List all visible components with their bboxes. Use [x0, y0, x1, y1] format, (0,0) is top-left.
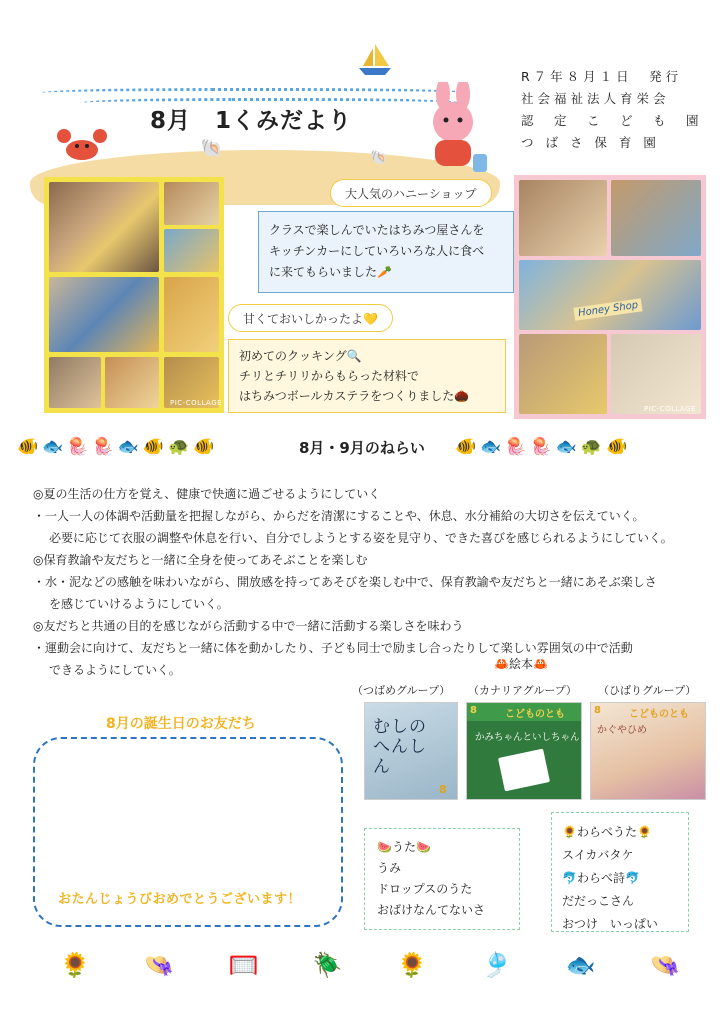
- bug-net-icon: 🥅: [228, 951, 259, 979]
- shell-icon: 🐚: [200, 138, 223, 159]
- summer-decoration-border: [60, 945, 680, 985]
- goals-heading: 8月・9月のねらい: [299, 439, 425, 457]
- sea-creature-border-left: [17, 432, 214, 462]
- paper-illustration: [498, 749, 550, 792]
- honey-shop-bubble: 大人気のハニーショップ: [330, 179, 492, 207]
- birthday-title: 8月の誕生日のお友だち: [106, 716, 256, 732]
- collage-watermark: PIC-COLLAGE: [170, 399, 223, 407]
- group-label-kanaria: （カナリアグループ）: [468, 684, 577, 697]
- book-series: こどものとも: [505, 709, 565, 720]
- fish-icon: 🐟: [117, 437, 139, 457]
- book-cover-kamichan: [466, 702, 582, 800]
- warabe-item: おつけ いっぱい: [562, 917, 658, 931]
- jellyfish-icon: 🪼: [67, 437, 89, 457]
- newsletter-title: 8月 1くみだより: [150, 108, 353, 134]
- school-type: 認 定 こ ど も 園: [521, 113, 703, 128]
- photo: [519, 334, 607, 414]
- organization-name: 社会福祉法人育栄会: [521, 91, 670, 106]
- turtle-icon: 🐢: [580, 437, 603, 457]
- book-number: 8: [439, 783, 447, 796]
- goal-line: ・一人一人の体調や活動量を把握しながら、からだを清潔にすることや、休息、水分補給の大切さを伝えていく。: [33, 509, 645, 523]
- text-line: チリとチリリからもらった材料で: [239, 369, 420, 383]
- goal-line: ◎夏の生活の仕方を覚え、健康で快適に過ごせるようにしていく: [33, 487, 381, 501]
- birthday-message: おたんじょうびおめでとうございます！: [58, 892, 302, 907]
- photo: [611, 180, 701, 256]
- book-number: 8: [470, 705, 477, 716]
- crab-icon: [54, 126, 110, 166]
- issue-date: R７年８月１日 発行: [521, 69, 683, 84]
- book-cover-mushi: [364, 702, 458, 800]
- group-label-tsubame: （つばめグループ）: [352, 684, 451, 697]
- book-title: かぐやひめ: [597, 725, 647, 736]
- sailboat-icon: [355, 40, 395, 80]
- shell-icon: 🐚: [370, 150, 388, 166]
- fish-icon: 🐟: [565, 951, 596, 979]
- jellyfish-icon: 🪼: [92, 437, 114, 457]
- picture-books-heading: 🦀絵本🦀: [494, 657, 548, 671]
- fish-icon: 🐠: [455, 437, 477, 457]
- turtle-icon: 🐢: [168, 437, 190, 457]
- song-item: うみ: [377, 861, 402, 875]
- fish-icon: 🐟: [555, 437, 577, 457]
- songs-title: 🍉うた🍉: [377, 840, 431, 854]
- warabe-box: [551, 812, 689, 932]
- school-name: つ ば さ 保 育 園: [521, 135, 660, 150]
- book-cover-kaguyahime: [590, 702, 706, 800]
- book-title: むしの へんしん: [373, 717, 427, 777]
- warabe-poem-title: 🐬わらべ詩🐬: [562, 871, 640, 885]
- cooking-text: [228, 339, 506, 413]
- wind-chime-icon: 🎐: [481, 951, 512, 979]
- photo: [49, 277, 159, 352]
- straw-hat-icon: 👒: [650, 951, 680, 979]
- jellyfish-icon: 🪼: [505, 437, 527, 457]
- fish-icon: 🐠: [17, 437, 39, 457]
- text-line: クラスで楽しんでいたはちみつ屋さんを: [269, 223, 485, 237]
- beetle-icon: 🪲: [312, 951, 343, 979]
- photo-collage-right: [514, 175, 706, 419]
- photo: [519, 260, 701, 330]
- honey-shop-sign: Honey Shop: [573, 298, 643, 320]
- photo: [164, 229, 219, 272]
- text-line: キッチンカーにしていろいろな人に食べ: [269, 244, 485, 258]
- collage-watermark: PIC-COLLAGE: [644, 405, 697, 413]
- photo: [519, 180, 607, 256]
- warabe-item: スイカバタケ: [562, 848, 634, 862]
- song-item: ドロップスのうた: [377, 882, 473, 896]
- fish-icon: 🐟: [480, 437, 502, 457]
- bunny-icon: [415, 82, 490, 180]
- goal-line: 必要に応じて衣服の調整や休息を行い、自分でしようとする姿を見守り、できた喜びを感じられるようにしていく。: [49, 531, 673, 545]
- photo: [164, 277, 219, 352]
- book-series: こどものとも: [629, 709, 689, 720]
- goal-line: ・水・泥などの感触を味わいながら、開放感を持ってあそびを楽しむ中で、保育教諭や友だちと一緒にあそぶ楽しさ: [33, 575, 657, 589]
- cooking-bubble: 甘くておいしかったよ💛: [228, 304, 393, 332]
- text-line: はちみつボールカステラをつくりました🌰: [239, 389, 470, 403]
- songs-box: [364, 828, 520, 930]
- text-line: に来てもらいました🥕: [269, 265, 392, 279]
- goal-line: ・運動会に向けて、友だちと一緒に体を動かしたり、子ども同士で励まし合ったりして楽しい雰囲気の中で活動: [33, 641, 633, 655]
- song-item: おばけなんてないさ: [377, 903, 486, 917]
- goal-line: ◎友だちと共通の目的を感じながら活動する中で一緒に活動する楽しさを味わう: [33, 619, 464, 633]
- sunflower-icon: 🌻: [397, 951, 428, 979]
- fish-icon: 🐠: [193, 437, 215, 457]
- photo: [164, 182, 219, 225]
- goals-list: [33, 483, 713, 681]
- photo: [105, 357, 159, 408]
- goal-line: を感じていけるようにしていく。: [49, 597, 229, 611]
- text-line: 初めてのクッキング🔍: [239, 349, 362, 363]
- straw-hat-icon: 👒: [144, 951, 175, 979]
- photo: [49, 182, 159, 272]
- warabe-title: 🌻わらべうた🌻: [562, 825, 652, 839]
- fish-icon: 🐟: [42, 437, 64, 457]
- photo: [49, 357, 101, 408]
- book-number: 8: [594, 705, 601, 716]
- jellyfish-icon: 🪼: [530, 437, 552, 457]
- header-illustration: [20, 40, 490, 180]
- warabe-item: だだっこさん: [562, 894, 635, 908]
- goal-line: できるようにしていく。: [49, 663, 181, 677]
- issuer-block: [521, 66, 703, 154]
- photo: [611, 334, 701, 414]
- group-label-hibari: （ひばりグループ）: [598, 684, 697, 697]
- photo-collage-left: [44, 177, 224, 413]
- fish-icon: 🐠: [606, 437, 628, 457]
- sunflower-icon: 🌻: [60, 951, 90, 979]
- sea-creature-border-right: [455, 432, 627, 462]
- fish-icon: 🐠: [142, 437, 165, 457]
- honey-shop-text: [258, 211, 514, 293]
- goal-line: ◎保育教諭や友だちと一緒に全身を使ってあそぶことを楽しむ: [33, 553, 368, 567]
- book-title: かみちゃんといしちゃん: [475, 732, 580, 743]
